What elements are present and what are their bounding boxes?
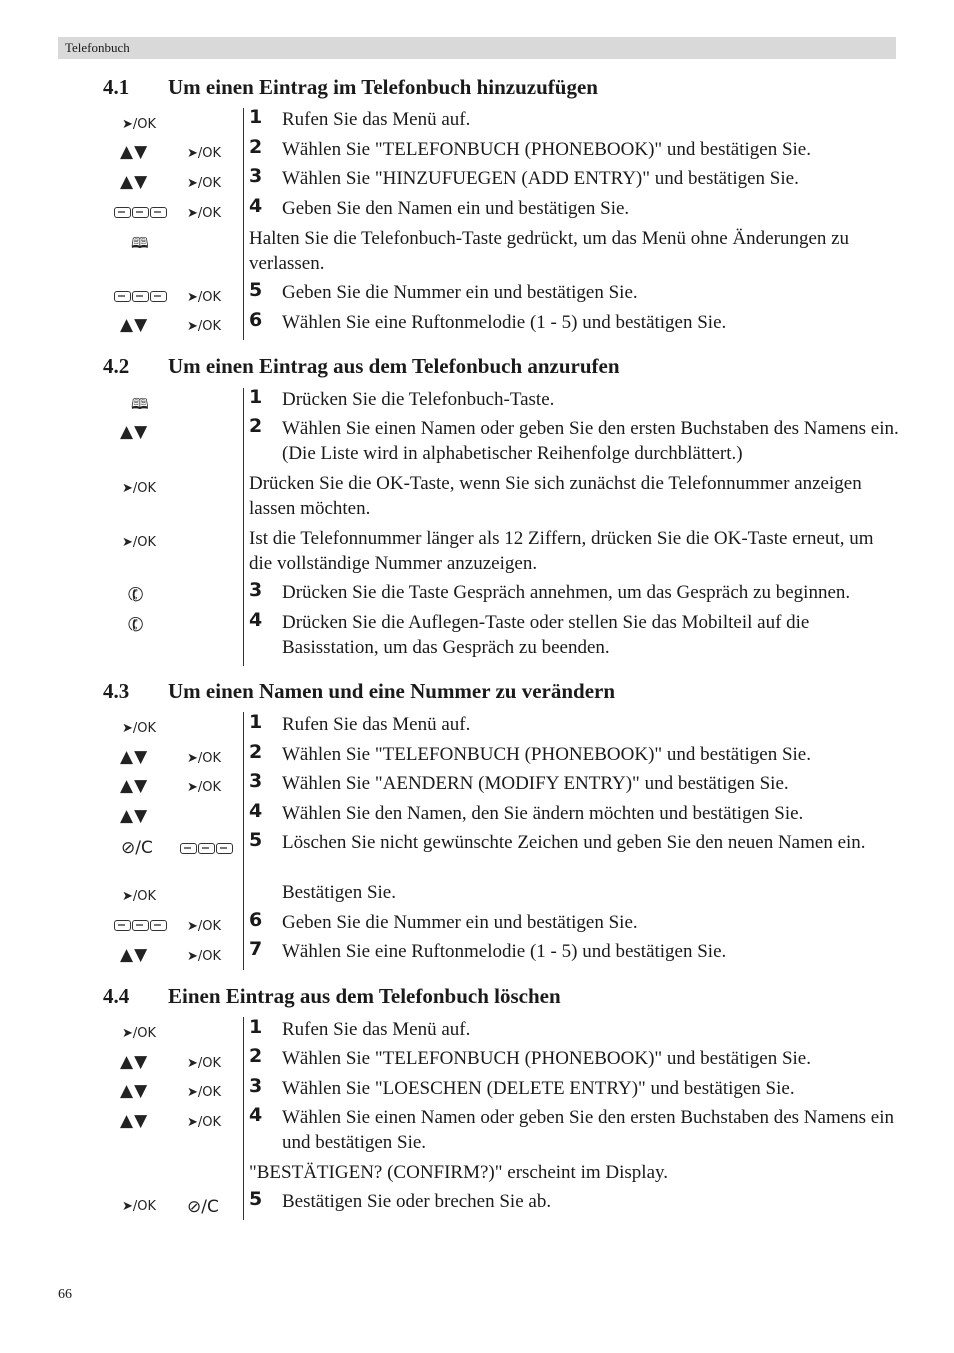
step-row (249, 580, 899, 605)
ok-key-icon: ➤/OK (187, 1085, 222, 1100)
step-number: 5 (249, 1188, 263, 1210)
step-number: 2 (249, 136, 263, 158)
up-down-keys-icon: ▲▼ (120, 776, 149, 796)
step-text: Löschen Sie nicht gewünschte Zeichen und geben Sie den neuen Namen ein. (282, 832, 866, 853)
clear-key-icon: ⊘/C (121, 838, 153, 858)
step-row (249, 387, 899, 412)
running-header (58, 37, 896, 59)
up-down-keys-icon: ▲▼ (120, 142, 149, 162)
ok-key-icon: ➤/OK (122, 117, 157, 132)
ok-key-icon: ➤/OK (187, 1056, 222, 1071)
step-row (249, 137, 899, 162)
step-text: Wählen Sie "TELEFONBUCH (PHONEBOOK)" und bestätigen Sie. (282, 139, 811, 160)
clear-key-icon: ⊘/C (187, 1197, 219, 1217)
section-number: 4.2 (103, 354, 130, 378)
step-number: 2 (249, 741, 263, 763)
step-row (249, 939, 899, 964)
ok-key-icon: ➤/OK (187, 206, 222, 221)
section-number: 4.1 (103, 75, 130, 99)
step-row (249, 196, 899, 221)
section-heading-4-3 (103, 679, 615, 704)
up-down-keys-icon: ▲▼ (120, 806, 149, 826)
step-text: Rufen Sie das Menü auf. (282, 1019, 471, 1040)
keypad-keys-icon (114, 920, 167, 931)
phonebook-key-icon: 🕮 (131, 395, 149, 413)
step-row (249, 801, 899, 826)
ok-key-icon: ➤/OK (187, 751, 222, 766)
step-text: Wählen Sie "HINZUFUEGEN (ADD ENTRY)" und bestätigen Sie. (282, 168, 799, 189)
step-number: 4 (249, 195, 263, 217)
ok-key-icon: ➤/OK (122, 481, 157, 496)
up-down-keys-icon: ▲▼ (120, 172, 149, 192)
step-row (249, 107, 899, 132)
call-key-icon: ✆ (124, 581, 148, 609)
step-row (249, 712, 899, 737)
step-text: Wählen Sie eine Ruftonmelodie (1 - 5) und bestätigen Sie. (282, 941, 727, 962)
step-row (249, 610, 899, 660)
step-number: 6 (249, 309, 263, 331)
column-divider (243, 1017, 244, 1220)
step-text: Wählen Sie "AENDERN (MODIFY ENTRY)" und bestätigen Sie. (282, 773, 789, 794)
section-title: Um einen Eintrag im Telefonbuch hinzuzufügen (168, 75, 598, 99)
step-number: 4 (249, 800, 263, 822)
phonebook-key-icon: 🕮 (131, 234, 149, 252)
ok-key-icon: ➤/OK (187, 290, 222, 305)
step-row (249, 416, 899, 466)
step-row (249, 742, 899, 767)
step-row (249, 880, 899, 905)
section-title: Einen Eintrag aus dem Telefonbuch löschen (168, 984, 561, 1008)
step-number: 7 (249, 938, 263, 960)
step-number: 4 (249, 609, 263, 631)
step-number: 3 (249, 770, 263, 792)
step-text: Geben Sie die Nummer ein und bestätigen Sie. (282, 282, 638, 303)
section-title: Um einen Namen und eine Nummer zu verändern (168, 679, 616, 703)
note-row (249, 526, 899, 576)
ok-key-icon: ➤/OK (187, 1115, 222, 1130)
step-text: Wählen Sie einen Namen oder geben Sie den ersten Buchstaben des Namens ein und bestätigen Sie. (282, 1107, 895, 1153)
step-row (249, 310, 899, 335)
step-row (249, 1017, 899, 1042)
note-text: Drücken Sie die OK-Taste, wenn Sie sich zunächst die Telefonnummer anzeigen lassen möchten. (249, 473, 862, 519)
page-number: 66 (58, 1287, 72, 1302)
up-down-keys-icon: ▲▼ (120, 315, 149, 335)
ok-key-icon: ➤/OK (122, 721, 157, 736)
up-down-keys-icon: ▲▼ (120, 1081, 149, 1101)
ok-key-icon: ➤/OK (187, 919, 222, 934)
ok-key-icon: ➤/OK (187, 949, 222, 964)
section-title: Um einen Eintrag aus dem Telefonbuch anzurufen (168, 354, 620, 378)
step-text: Bestätigen Sie oder brechen Sie ab. (282, 1191, 552, 1212)
step-number: 3 (249, 165, 263, 187)
step-number: 3 (249, 579, 263, 601)
step-text: Bestätigen Sie. (282, 882, 396, 903)
keypad-keys-icon (180, 843, 233, 854)
step-text: Drücken Sie die Auflegen-Taste oder stellen Sie das Mobilteil auf die Basisstation, um das Gespräch zu beenden. (282, 612, 810, 658)
ok-key-icon: ➤/OK (187, 319, 222, 334)
step-row (249, 1076, 899, 1101)
step-text: Wählen Sie den Namen, den Sie ändern möchten und bestätigen Sie. (282, 803, 804, 824)
note-text: "BESTÄTIGEN? (CONFIRM?)" erscheint im Display. (249, 1162, 669, 1183)
step-text: Rufen Sie das Menü auf. (282, 714, 471, 735)
step-row (249, 280, 899, 305)
step-number: 1 (249, 1016, 263, 1038)
running-header-title: Telefonbuch (65, 40, 130, 55)
ok-key-icon: ➤/OK (122, 1199, 157, 1214)
step-number: 3 (249, 1075, 263, 1097)
ok-key-icon: ➤/OK (122, 889, 157, 904)
ok-key-icon: ➤/OK (187, 780, 222, 795)
step-number: 4 (249, 1104, 263, 1126)
end-call-key-icon: ✆ (124, 611, 148, 639)
ok-key-icon: ➤/OK (122, 1026, 157, 1041)
step-row (249, 910, 899, 935)
step-text: Geben Sie die Nummer ein und bestätigen Sie. (282, 912, 638, 933)
section-heading-4-2 (103, 354, 620, 379)
step-number: 2 (249, 1045, 263, 1067)
note-row (249, 226, 899, 276)
up-down-keys-icon: ▲▼ (120, 747, 149, 767)
step-number: 5 (249, 279, 263, 301)
keypad-keys-icon (114, 207, 167, 218)
step-number: 2 (249, 415, 263, 437)
step-number: 1 (249, 386, 263, 408)
step-row (249, 1189, 899, 1214)
step-row (249, 166, 899, 191)
step-text: Wählen Sie einen Namen oder geben Sie den ersten Buchstaben des Namens ein. (Die Liste wird in alphabetischer Reihenfolge durchblättert.) (282, 418, 899, 464)
step-row (249, 771, 899, 796)
step-number: 1 (249, 711, 263, 733)
note-text: Halten Sie die Telefonbuch-Taste gedrückt, um das Menü ohne Änderungen zu verlassen. (249, 228, 850, 274)
step-number: 5 (249, 829, 263, 851)
column-divider (243, 712, 244, 970)
up-down-keys-icon: ▲▼ (120, 945, 149, 965)
ok-key-icon: ➤/OK (122, 535, 157, 550)
section-number: 4.3 (103, 679, 130, 703)
step-text: Wählen Sie "TELEFONBUCH (PHONEBOOK)" und bestätigen Sie. (282, 1048, 811, 1069)
step-row (249, 830, 899, 855)
step-text: Wählen Sie "TELEFONBUCH (PHONEBOOK)" und bestätigen Sie. (282, 744, 811, 765)
column-divider (243, 108, 244, 340)
keypad-keys-icon (114, 291, 167, 302)
section-heading-4-1 (103, 75, 598, 100)
note-row (249, 1160, 899, 1185)
section-number: 4.4 (103, 984, 130, 1008)
note-text: Ist die Telefonnummer länger als 12 Ziffern, drücken Sie die OK-Taste erneut, um die vollständige Nummer anzuzeigen. (249, 528, 874, 574)
step-number: 6 (249, 909, 263, 931)
step-text: Rufen Sie das Menü auf. (282, 109, 471, 130)
up-down-keys-icon: ▲▼ (120, 422, 149, 442)
step-text: Drücken Sie die Telefonbuch-Taste. (282, 389, 555, 410)
step-text: Drücken Sie die Taste Gespräch annehmen, um das Gespräch zu beginnen. (282, 582, 851, 603)
column-divider (243, 388, 244, 666)
step-number: 1 (249, 106, 263, 128)
section-heading-4-4 (103, 984, 561, 1009)
step-text: Wählen Sie "LOESCHEN (DELETE ENTRY)" und bestätigen Sie. (282, 1078, 795, 1099)
up-down-keys-icon: ▲▼ (120, 1111, 149, 1131)
note-row (249, 471, 899, 521)
step-text: Geben Sie den Namen ein und bestätigen Sie. (282, 198, 630, 219)
up-down-keys-icon: ▲▼ (120, 1052, 149, 1072)
ok-key-icon: ➤/OK (187, 146, 222, 161)
ok-key-icon: ➤/OK (187, 176, 222, 191)
step-row (249, 1105, 899, 1155)
step-text: Wählen Sie eine Ruftonmelodie (1 - 5) und bestätigen Sie. (282, 312, 727, 333)
step-row (249, 1046, 899, 1071)
